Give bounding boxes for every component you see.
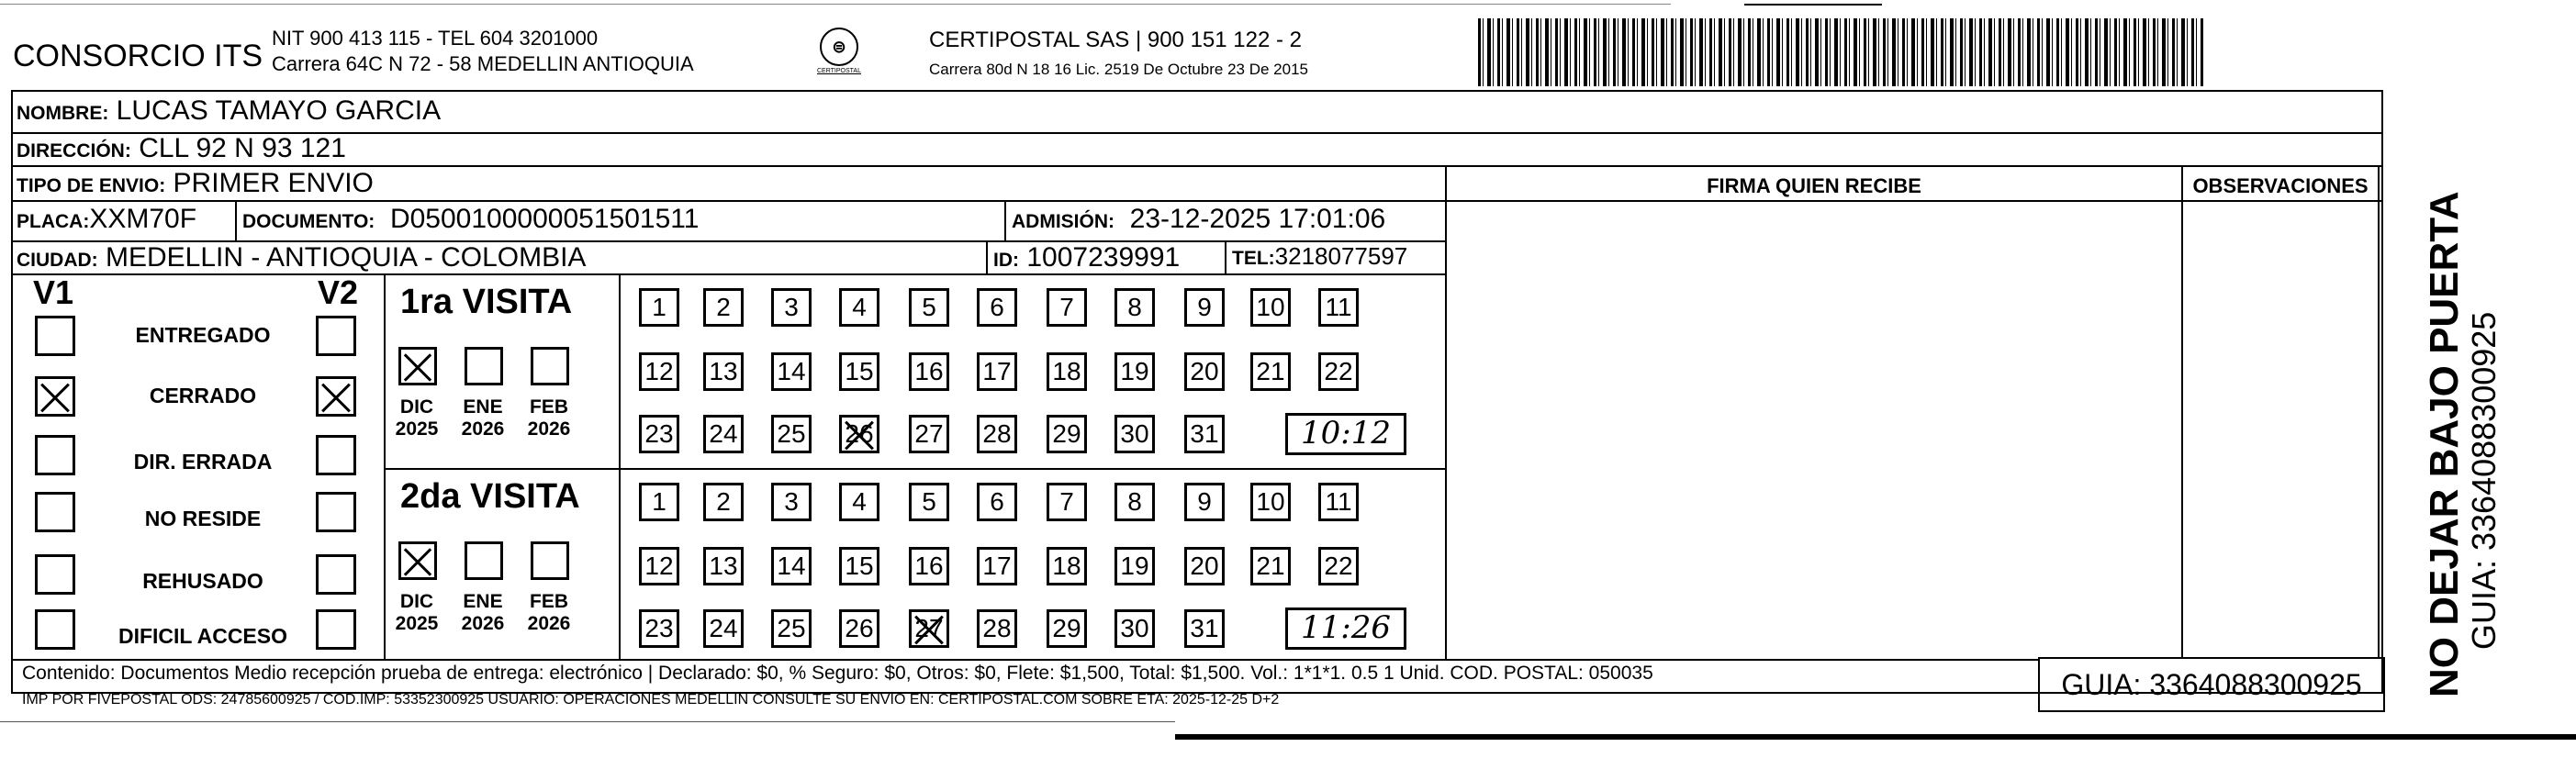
top-rule-short [1744,4,1882,6]
day-box[interactable]: 20 [1184,547,1225,585]
day-box[interactable]: 16 [909,547,949,585]
month-checkbox[interactable] [398,347,437,385]
divider-v [1004,200,1006,240]
divider-v [986,240,988,273]
day-box[interactable]: 12 [639,352,679,391]
month-checkbox[interactable] [465,347,503,385]
company-nit: NIT 900 413 115 - TEL 604 3201000 [272,27,599,50]
firma-header: FIRMA QUIEN RECIBE [1707,174,1921,197]
field-id: ID: 1007239991 [993,242,1181,273]
day-box[interactable]: 18 [1047,547,1087,585]
company-info [272,26,694,77]
month-label: ENE 2026 [461,591,505,634]
postal-name: CERTIPOSTAL SAS | 900 151 122 - 2 [929,28,1302,52]
side-text [2424,191,2503,697]
admision-value: 23-12-2025 17:01:06 [1129,204,1386,234]
month-checkbox[interactable] [531,541,569,580]
direccion-value: CLL 92 N 93 121 [139,133,346,163]
postal-address: Carrera 80d N 18 16 Lic. 2519 De Octubre 23 De 2015 [929,61,1308,78]
month-label: FEB 2026 [527,591,571,634]
status-label: DIR. ERRADA [133,450,273,474]
v2-checkbox[interactable] [316,376,356,417]
day-box[interactable]: 14 [771,352,812,391]
day-box[interactable]: 21 [1250,352,1291,391]
day-box[interactable]: 15 [839,352,879,391]
divider-v [1225,240,1226,273]
field-admision: ADMISIÓN: 23-12-2025 17:01:06 [1012,204,1386,234]
day-box[interactable]: 16 [909,352,949,391]
day-box[interactable]: 21 [1250,547,1291,585]
day-box[interactable]: 22 [1318,547,1359,585]
v2-checkbox[interactable] [316,316,356,356]
v1-checkbox[interactable] [35,316,75,356]
divider-v [2181,165,2183,659]
month-checkbox[interactable] [398,541,437,580]
day-box[interactable]: 30 [1114,609,1155,648]
bottom-rule [1175,734,2576,740]
day-box[interactable]: 13 [703,547,744,585]
visit-time[interactable]: 10:12 [1285,413,1406,455]
divider-v [1445,165,1447,659]
postal-info [929,28,1308,79]
day-box[interactable]: 10 [1250,288,1291,327]
day-box[interactable]: 22 [1318,352,1359,391]
footer-imp: IMP POR FIVEPOSTAL ODS: 24785600925 / COD.IMP: 53352300925 USUARIO: OPERACIONES MEDELLIN CONSULTE SU ENVIO EN: CERTIPOSTAL.COM SOBRE ETA: 2025-12-25 D+2 [22,692,1280,708]
ciudad-value: MEDELLIN - ANTIOQUIA - COLOMBIA [106,242,587,273]
company-address: Carrera 64C N 72 - 58 MEDELLIN ANTIOQUIA [272,52,694,75]
day-box[interactable]: 28 [977,415,1017,453]
day-box[interactable]: 6 [977,288,1017,327]
divider [1445,200,2383,202]
divider [11,659,2038,661]
v2-checkbox[interactable] [316,435,356,475]
bottom-rule-thin [0,721,1175,722]
day-box[interactable]: 14 [771,547,812,585]
day-box[interactable]: 2 [703,483,744,521]
day-box[interactable]: 3 [771,483,812,521]
day-box[interactable]: 19 [1114,352,1155,391]
day-box[interactable]: 25 [771,415,812,453]
id-value: 1007239991 [1026,242,1181,273]
day-box[interactable]: 18 [1047,352,1087,391]
month-label: DIC 2025 [395,396,439,440]
no-dejar-warning: NO DEJAR BAJO PUERTA [2422,191,2467,697]
month-label: FEB 2026 [527,396,571,440]
status-label: CERRADO [149,384,257,407]
day-box[interactable]: 8 [1114,288,1155,327]
day-box[interactable]: 26 [839,415,879,453]
day-box[interactable]: 2 [703,288,744,327]
v1-header: V1 [33,273,74,311]
barcode [1478,18,2203,86]
side-guia: GUIA: 3364088300925 [2465,311,2503,650]
day-box[interactable]: 30 [1114,415,1155,453]
v2-checkbox[interactable] [316,554,356,595]
field-tipo: TIPO DE ENVIO: PRIMER ENVIO [17,168,374,198]
day-box[interactable]: 7 [1047,483,1087,521]
day-box[interactable]: 23 [639,609,679,648]
v1-checkbox[interactable] [35,376,75,417]
company-name: CONSORCIO ITS [13,39,263,73]
day-box[interactable]: 31 [1184,415,1225,453]
footer-content: Contenido: Documentos Medio recepción prueba de entrega: electrónico | Declarado: $0, % Seguro: $0, Otros: $0, Flete: $1,500, Total: $1,500. Vol.: 1*1*1. 0.5 1 Unid. COD. POSTAL: 050035 [22,663,1653,684]
day-box[interactable]: 4 [839,483,879,521]
day-box[interactable]: 11 [1318,483,1359,521]
divider-v [235,200,237,240]
guia-box: GUIA: 3364088300925 [2038,657,2385,712]
month-checkbox[interactable] [531,347,569,385]
month-label: ENE 2026 [461,396,505,440]
v1-checkbox[interactable] [35,492,75,532]
tipo-value: PRIMER ENVIO [173,168,374,198]
status-label: DIFICIL ACCESO [118,624,287,648]
v2-checkbox[interactable] [316,609,356,650]
documento-value: D0500100000051501511 [389,204,700,234]
day-box[interactable]: 6 [977,483,1017,521]
day-box[interactable]: 29 [1047,609,1087,648]
field-documento: DOCUMENTO: D0500100000051501511 [242,204,700,234]
divider [11,165,2383,167]
day-box[interactable]: 7 [1047,288,1087,327]
day-box[interactable]: 9 [1184,483,1225,521]
status-label: ENTREGADO [135,323,271,347]
day-box[interactable]: 31 [1184,609,1225,648]
day-box[interactable]: 17 [977,352,1017,391]
certipostal-logo: ⊜ CERTIPOSTAL [813,28,865,88]
day-box[interactable]: 5 [909,288,949,327]
day-box[interactable]: 10 [1250,483,1291,521]
day-box[interactable]: 29 [1047,415,1087,453]
month-checkbox[interactable] [465,541,503,580]
day-box[interactable]: 27 [909,415,949,453]
day-box[interactable]: 24 [703,415,744,453]
day-box[interactable]: 9 [1184,288,1225,327]
day-box[interactable]: 17 [977,547,1017,585]
observaciones-header: OBSERVACIONES [2192,174,2369,197]
day-box[interactable]: 25 [771,609,812,648]
day-box[interactable]: 20 [1184,352,1225,391]
day-box[interactable]: 27 [909,609,949,648]
day-box[interactable]: 26 [839,609,879,648]
field-nombre: NOMBRE: LUCAS TAMAYO GARCIA [17,95,442,126]
day-box[interactable]: 28 [977,609,1017,648]
v1-checkbox[interactable] [35,554,75,595]
day-box[interactable]: 11 [1318,288,1359,327]
day-box[interactable]: 3 [771,288,812,327]
divider [384,468,1445,470]
divider [11,273,1445,275]
top-rule [0,4,1671,5]
placa-value: XXM70F [89,204,197,234]
day-box[interactable]: 24 [703,609,744,648]
day-box[interactable]: 19 [1114,547,1155,585]
v2-header: V2 [318,273,359,311]
visit-title: 2da VISITA [400,477,580,516]
logo-text: CERTIPOSTAL [817,68,861,74]
day-box[interactable]: 4 [839,288,879,327]
status-label: REHUSADO [142,569,263,593]
divider-v [2378,165,2380,659]
day-box[interactable]: 1 [639,483,679,521]
divider [11,200,1445,202]
tel-value: 3218077597 [1274,242,1408,270]
visit-time[interactable]: 11:26 [1285,608,1406,650]
v1-checkbox[interactable] [35,435,75,475]
field-ciudad: CIUDAD: MEDELLIN - ANTIOQUIA - COLOMBIA [17,242,587,273]
day-box[interactable]: 1 [639,288,679,327]
v2-checkbox[interactable] [316,492,356,532]
field-tel: TEL:3218077597 [1232,242,1408,270]
divider-v [619,273,621,659]
day-box[interactable]: 5 [909,483,949,521]
day-box[interactable]: 15 [839,547,879,585]
month-label: DIC 2025 [395,591,439,634]
day-box[interactable]: 23 [639,415,679,453]
divider [11,132,2383,134]
divider-v [384,273,386,659]
field-placa: PLACA:XXM70F [17,204,197,234]
visit-title: 1ra VISITA [400,283,573,321]
v1-checkbox[interactable] [35,609,75,650]
field-direccion: DIRECCIÓN: CLL 92 N 93 121 [17,133,346,163]
day-box[interactable]: 12 [639,547,679,585]
day-box[interactable]: 8 [1114,483,1155,521]
nombre-value: LUCAS TAMAYO GARCIA [116,95,442,126]
day-box[interactable]: 13 [703,352,744,391]
status-label: NO RESIDE [144,507,262,530]
